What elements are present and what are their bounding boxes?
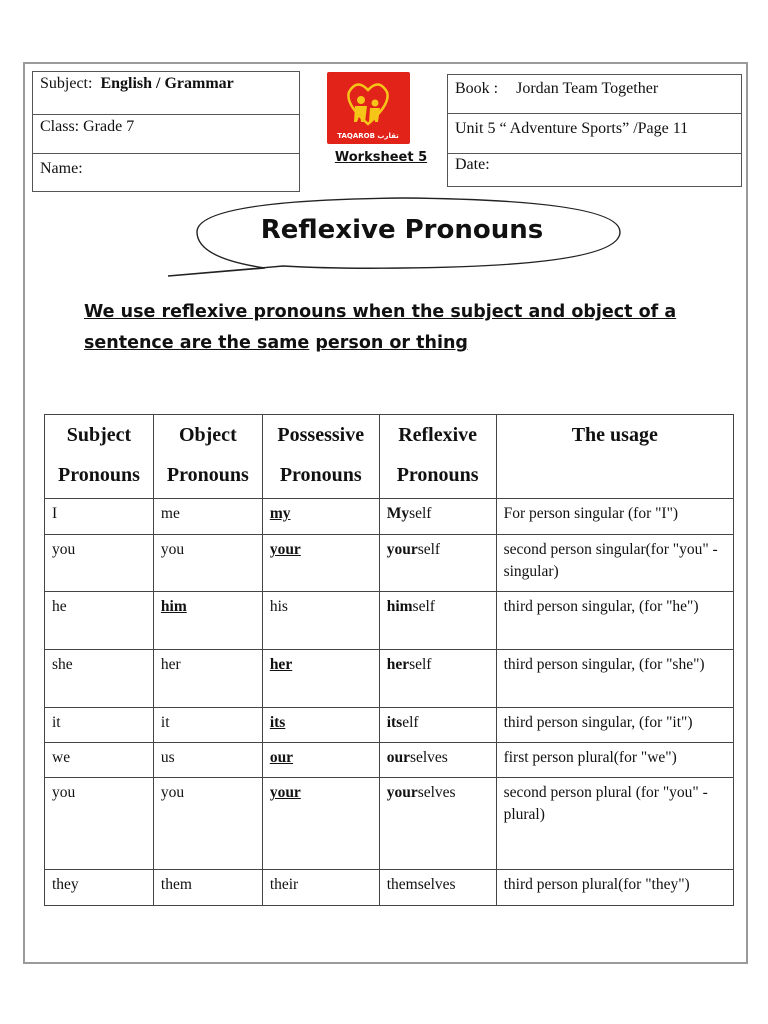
subject-label: Subject:: [40, 75, 93, 92]
class-row: Class: Grade 7: [33, 115, 299, 154]
cell-usage: second person singular(for "you" - singular): [496, 535, 733, 592]
name-field: Name:: [40, 160, 83, 177]
cell-object: them: [153, 870, 262, 906]
unit-row: Unit 5 “ Adventure Sports” /Page 11: [448, 114, 741, 154]
cell-object: you: [153, 778, 262, 870]
cell-object: it: [153, 708, 262, 743]
cell-object: her: [153, 650, 262, 708]
subject-value: English / Grammar: [100, 75, 234, 92]
cell-object: us: [153, 743, 262, 778]
header-usage: The usage: [496, 415, 733, 499]
table-row: [45, 743, 734, 778]
cell-reflexive: yourself: [379, 535, 496, 592]
cell-possessive: my: [262, 499, 379, 535]
book-info-box: [447, 74, 742, 187]
date-field: Date:: [455, 156, 490, 173]
cell-possessive: our: [262, 743, 379, 778]
cell-reflexive: yourselves: [379, 778, 496, 870]
cell-possessive: your: [262, 535, 379, 592]
cell-subject: you: [45, 535, 154, 592]
header-object: Object Pronouns: [153, 415, 262, 499]
pronoun-table: [44, 414, 734, 906]
table-header-row: [45, 415, 734, 499]
book-label: Book :: [455, 80, 499, 97]
subject-row: [33, 72, 299, 115]
cell-reflexive: Myself: [379, 499, 496, 535]
cell-subject: they: [45, 870, 154, 906]
worksheet-label: Worksheet 5: [334, 150, 428, 165]
cell-subject: we: [45, 743, 154, 778]
cell-object: him: [153, 592, 262, 650]
page-title: Reflexive Pronouns: [260, 215, 544, 245]
cell-usage: third person plural(for "they"): [496, 870, 733, 906]
cell-usage: third person singular, (for "she"): [496, 650, 733, 708]
table-row: [45, 708, 734, 743]
header-subject: Subject Pronouns: [45, 415, 154, 499]
logo-text: TAQAROB تقارب: [337, 132, 399, 140]
cell-subject: you: [45, 778, 154, 870]
cell-usage: first person plural(for "we"): [496, 743, 733, 778]
cell-reflexive: themselves: [379, 870, 496, 906]
book-value: Jordan Team Together: [516, 80, 659, 97]
table-row: [45, 650, 734, 708]
intro-line-2a: sentence are the same: [84, 333, 310, 353]
cell-subject: I: [45, 499, 154, 535]
book-row: [448, 75, 741, 114]
cell-possessive: his: [262, 592, 379, 650]
cell-reflexive: herself: [379, 650, 496, 708]
cell-usage: third person singular, (for "it"): [496, 708, 733, 743]
table-row: [45, 535, 734, 592]
header-possessive: Possessive Pronouns: [262, 415, 379, 499]
intro-text: [84, 297, 704, 359]
cell-usage: third person singular, (for "he"): [496, 592, 733, 650]
table-row: [45, 499, 734, 535]
cell-possessive: her: [262, 650, 379, 708]
taqarob-logo: [327, 72, 410, 144]
cell-usage: For person singular (for "I"): [496, 499, 733, 535]
intro-line-1: We use reflexive pronouns when the subject and object of a: [84, 302, 677, 322]
cell-reflexive: ourselves: [379, 743, 496, 778]
cell-possessive: its: [262, 708, 379, 743]
table-row: [45, 778, 734, 870]
cell-subject: he: [45, 592, 154, 650]
cell-subject: it: [45, 708, 154, 743]
table-row: [45, 592, 734, 650]
cell-usage: second person plural (for "you" - plural): [496, 778, 733, 870]
table-row: [45, 870, 734, 906]
cell-possessive: their: [262, 870, 379, 906]
cell-reflexive: himself: [379, 592, 496, 650]
header-reflexive: Reflexive Pronouns: [379, 415, 496, 499]
cell-subject: she: [45, 650, 154, 708]
cell-object: you: [153, 535, 262, 592]
intro-line-2b: person or thing: [315, 333, 468, 353]
student-info-box: [32, 71, 300, 192]
cell-object: me: [153, 499, 262, 535]
cell-reflexive: itself: [379, 708, 496, 743]
cell-possessive: your: [262, 778, 379, 870]
